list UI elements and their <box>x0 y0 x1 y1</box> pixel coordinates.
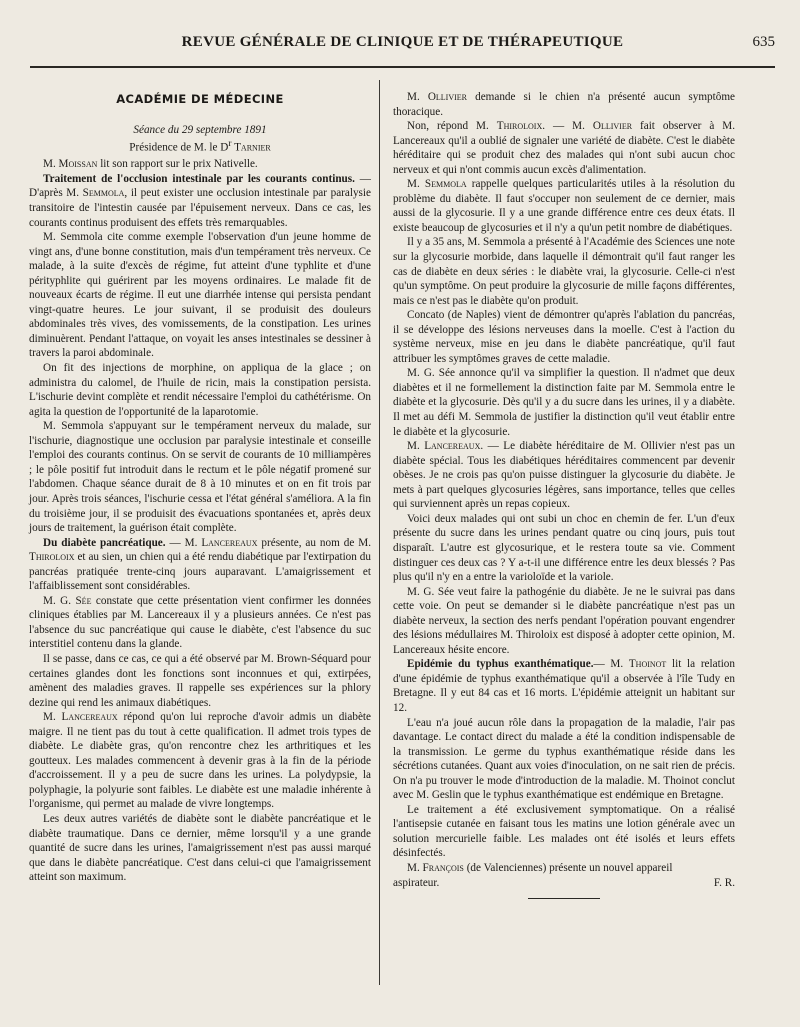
paragraph: M. G. Sée constate que cette présentation vient confirmer les données cliniques établies par M. Lancereaux il y a plusieurs années. Ce n'est pas l'absence du suc pancréatique qui cause le diabète, c'est l'absence du suc interstitiel contenu dans la glande. <box>29 594 371 651</box>
rubric-heading: Du diabète pancréatique. <box>43 536 166 549</box>
paragraph: Voici deux malades qui ont subi un choc en chemin de fer. L'un d'eux présente du sucre dans les urines pendant quatre ou cinq jours, puis tout disparaît. L'autre est glycosurique, et le restera toute sa vie. Comment distinguer ces deux cas ? Y a-t-il une différence entre les deux blessés ? Pas plus qu'il n'y en a entre la varioloïde et la variole. <box>393 512 735 584</box>
signature: F. R. <box>713 876 735 889</box>
paragraph: M. G. Sée veut faire la pathogénie du diabète. Je ne le suivrai pas dans cette voie. On peut se demander si le diabète pancréatique n'est pas un diabète nerveux, la section des nerfs pendant l'opération pouvant engendrer des lésions médullaires M. Thiroloix est disposé à adopter cette opinion, M. Lancereaux hésite encore. <box>393 585 735 656</box>
paragraph: Non, répond M. Thiroloix. — M. Ollivier fait observer à M. Lancereaux qu'il a oublié de signaler une variété de diabète. C'est le diabète héréditaire qui se produit chez des malades qui n'ont subi aucun choc nerveux et qui n'ont commis aucun excès d'alimentation. <box>393 120 736 176</box>
running-header <box>30 34 775 56</box>
closing-word: aspirateur. <box>393 876 440 889</box>
paragraph: M. Moissan lit son rapport sur le prix Nativelle. <box>43 158 258 171</box>
paragraph: M. Semmola rappelle quelques particularités utiles à la résolution du problème du diabète. Il faut s'occuper non seulement de ce dernier, mais aussi de la glycosurie. Il y a une grande différence entre ces deux états. Il existe beaucoup de glycosuries et il n'y a qu'un petit nombre de diabétiques. <box>393 178 735 234</box>
paragraph: On fit des injections de morphine, on appliqua de la glace ; on administra du calomel, de l'huile de ricin, mais la constipation persista. L'ischurie devint complète et rendit nécessaire l'emploi du cathétérisme. On agita la question de l'opportunité de la laparotomie. <box>29 362 371 418</box>
seance-line: Séance du 29 septembre 1891 <box>133 123 267 136</box>
paragraph: Il y a 35 ans, M. Semmola a présenté à l'Académie des Sciences une note sur la glycosurie morbide, dans laquelle il démontrait qu'il faut ranger les cas de diabète en deux séries : le diabète vrai, la glycosurie. Celle-ci n'est qu'un symptôme. On peut produire la glycosurie de mille façons différentes, mais ce n'est pas le diabète qu'on produit. <box>393 236 735 307</box>
paragraph: M. Lancereaux répond qu'on lui reproche d'avoir admis un diabète maigre. Il ne tient pas du tout à cette qualification. Il admet trois types de diabète. Le diabète gras, qu'on rencontre chez les arthritiques et les goutteux. Les malades commencent à devenir gras à la fin de la période d'accroissement. Il y a peu de sucre dans les urines. La polydypsie, la polyphagie, la polyurie sont faibles. Le diabète est une maladie inhérente à l'organisme, qui permet au malade de vivre longtemps. <box>29 711 371 811</box>
paragraph: Du diabète pancréatique. — M. Lancereaux présente, au nom de M. Thiroloix et au sien, un chien qui a été rendu diabétique par l'extirpation du pancréas pratiquée trente-cinq jours auparavant. L'amaigrissement et l'affaiblissement sont considérables. <box>29 536 372 593</box>
header-rule <box>30 66 775 68</box>
presidence-line: Présidence de M. le $D^r$ Tarnier <box>129 139 271 154</box>
section-heading: ACADÉMIE DE MÉDECINE <box>116 92 284 106</box>
closing-line <box>393 876 735 891</box>
paragraph: M. Ollivier demande si le chien n'a présenté aucun symptôme thoracique. <box>393 91 735 118</box>
paragraph: Traitement de l'occlusion intestinale par les courants continus. — D'après M. Semmola, il peut exister une occlusion intestinale par paralysie transitoire de l'intestin causée par l'épuisement nerveux. Dans ce cas, les courants continus produisent des effets très remarquables. <box>29 172 371 229</box>
paragraph: Les deux autres variétés de diabète sont le diabète pancréatique et le diabète traumatique. Dans ce dernier, même lorsqu'il y a une grande quantité de sucre dans les urines, l'amaigrissement n'est pas aussi marqué que dans le diabète pancréatique. C'est dans celui-ci que l'amaigrissement atteint son maximum. <box>29 812 371 884</box>
right-column <box>393 90 735 899</box>
rubric-heading: Traitement de l'occlusion intestinale par les courants continus. <box>43 172 355 185</box>
paragraph: M. Lancereaux. — Le diabète héréditaire de M. Ollivier n'est pas un diabète spécial. Tous les diabétiques héréditaires commencent par devenir obèses. Je ne crois pas qu'on puisse distinguer la glycosurie du diabète. Je mets à part quelques glycosuries légères, sans importance, telles que celles qui surviennent après un repas copieux. <box>393 440 735 511</box>
page-number: 635 <box>752 34 775 50</box>
paragraph: L'eau n'a joué aucun rôle dans la propagation de la maladie, l'air pas davantage. Le contact direct du malade a été la condition indispensable de la transmission. Le germe du typhus exanthématique réside dans les sécrétions cutanées. Quant aux voies d'inoculation, on ne sait rien de précis. On n'a pu trouver le mode d'introduction de la maladie. M. Thoinot conclut avec M. Geslin que le typhus exanthématique est endémique en Bretagne. <box>393 716 735 802</box>
running-title: REVUE GÉNÉRALE DE CLINIQUE ET DE THÉRAPEUTIQUE <box>181 34 624 50</box>
paragraph: Epidémie du typhus exanthématique.— M. Thoinot lit la relation d'une épidémie de typhus exanthématique qu'il a observée à l'île Tudy en Bretagne. Il y eut 84 cas et 16 morts. L'épidémie atteignit un habitant sur 12. <box>393 658 735 714</box>
end-rule <box>528 898 600 899</box>
paragraph: Le traitement a été exclusivement symptomatique. On a réalisé l'antisepsie cutanée en faisant tous les matins une lotion générale avec un solution mercurielle faible. Les malades ont été isolés et leurs effets désinfectés. <box>393 803 735 860</box>
paragraph: M. François (de Valenciennes) présente un nouvel appareil <box>407 861 673 874</box>
rubric-heading: Epidémie du typhus exanthématique. <box>407 658 594 671</box>
column-divider <box>379 80 380 985</box>
paragraph: Concato (de Naples) vient de démontrer qu'après l'ablation du pancréas, il se développe des lésions nerveuses dans la moelle. C'est à l'action du système nerveux, mise en jeu dans le diabète pancréatique, qu'il faut attribuer les symptômes graves de cette maladie. <box>393 309 735 365</box>
paragraph: M. Semmola s'appuyant sur le tempérament nerveux du malade, sur l'ischurie, diagnostique une occlusion par paralysie intestinale et conseille l'emploi des courants continus. On se servit de courants de 10 milliampères ; le pôle positif fut introduit dans le rectum et le pôle négatif promené sur l'abdomen. Chaque séance durait de 8 à 10 minutes et on en fit trois par jour. Après trois séances, l'ischurie cessa et l'état général s'améliora. A la fin du troisième jour, il se produisit des évacuations spontanées et, après deux jours de traitement, la guérison était complète. <box>29 420 371 535</box>
paragraph: Il se passe, dans ce cas, ce qui a été observé par M. Brown-Séquard pour certaines glandes dont les fonctions sont inconnues et qui, extirpées, amènent des maladies graves. Il rappelle ses expériences sur la phlory dezine qui rend les animaux diabétiques. <box>29 652 371 709</box>
paragraph: M. G. Sée annonce qu'il va simplifier la question. Il n'admet que deux diabètes et il ne formellement la distinction faite par M. Semmola entre le diabète et la glycosurie. Dès qu'il y a du sucre dans les urines, il y a diabète. Il met au défi M. Semmola de justifier la distinction qu'il veut établir entre le diabète et la glycosurie. <box>393 367 735 438</box>
left-column <box>29 86 371 885</box>
paragraph: M. Semmola cite comme exemple l'observation d'un jeune homme de vingt ans, d'une bonne constitution, mais d'un tempérament très nerveux. Ce malade, à la suite d'excès de régime, fut atteint d'une typhlite et d'une pérityphlite qui guérirent par les moyens ordinaires. Le malade fit de nouveaux écarts de régime. Il eut une diarrhée intense qui persista pendant vingt-quatre heures. Le jour suivant, il se produisit des douleurs abdominales très vives, des vomissements, de la constipation. Les urines diminuèrent. Pendant l'attaque, on voyait les anses intestinales se dessiner à travers la paroi abdominale. <box>29 231 371 360</box>
